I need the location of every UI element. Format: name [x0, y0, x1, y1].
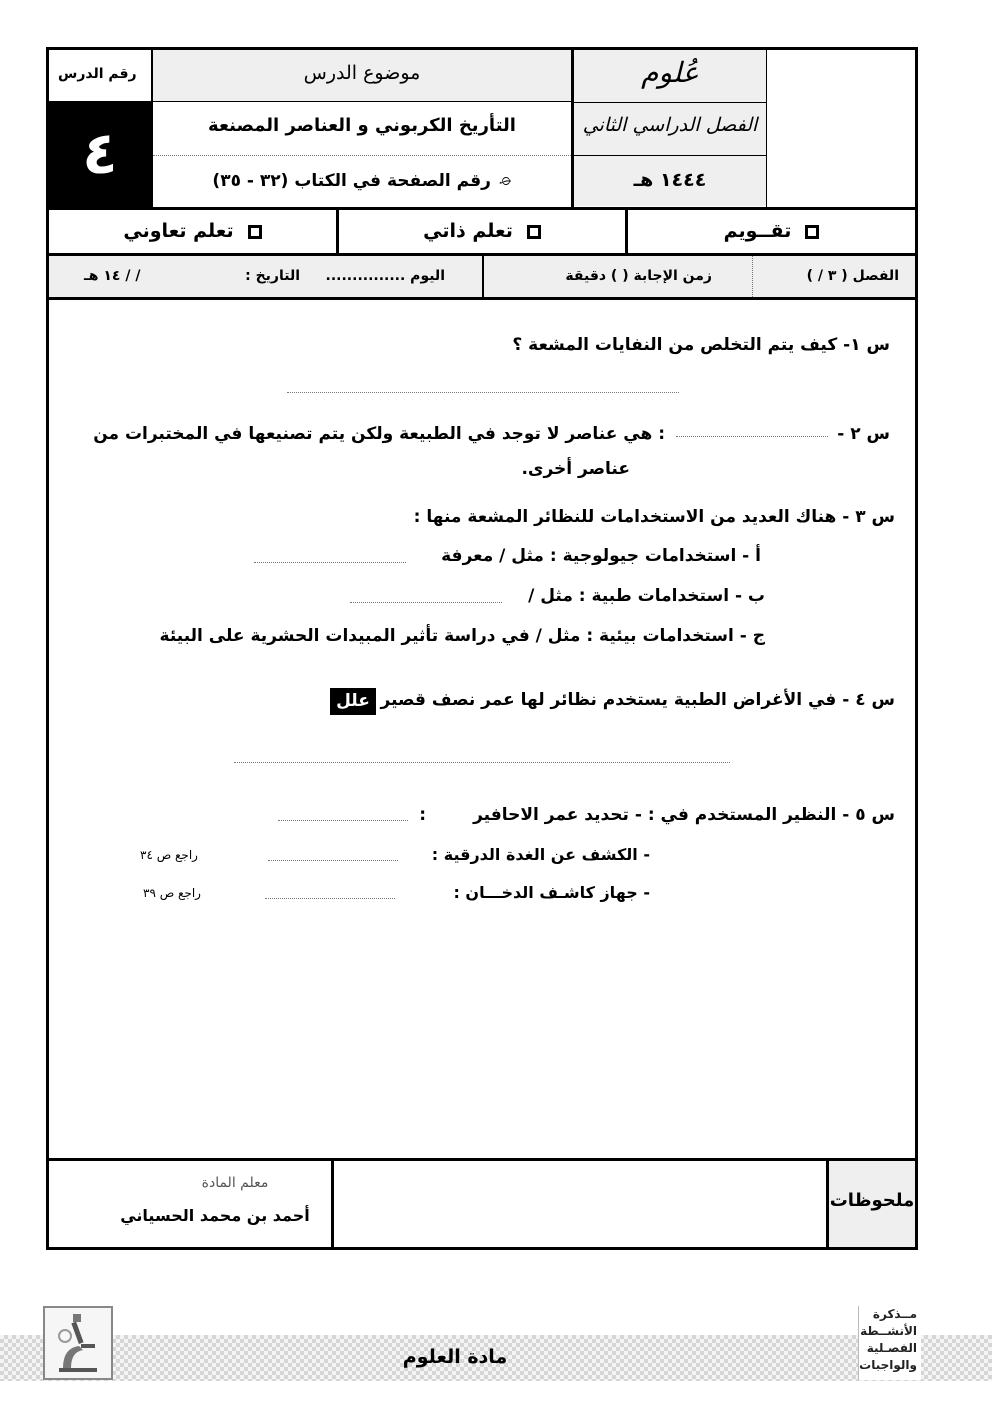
answer-time-field[interactable]: زمن الإجابة ( ) دقيقة [565, 268, 712, 284]
book-pages: ⌮رقم الصفحة في الكتاب (٣٢ - ٣٥) [212, 171, 512, 191]
question-3b: ب - استخدامات طبية : مثل / [528, 586, 765, 606]
day-field[interactable]: اليوم ............... [325, 268, 445, 284]
question-3a: أ - استخدامات جيولوجية : مثل / معرفة [441, 546, 761, 566]
checkbox-icon[interactable] [805, 225, 819, 239]
reference-5c: راجع ص ٣٩ [143, 886, 201, 900]
microscope-logo [43, 1306, 113, 1380]
answer-line-1[interactable] [287, 392, 679, 393]
class-field[interactable]: الفصل ( ٣ / ) [806, 268, 899, 284]
hijri-year: ١٤٤٤ هـ [633, 169, 707, 191]
question-3c: ج - استخدامات بيئية : مثل / في دراسة تأثير المبيدات الحشرية على البيئة [159, 626, 765, 646]
brand-title: مادة العلوم [402, 1346, 508, 1368]
semester: الفصل الدراسي الثاني [582, 114, 758, 136]
question-5c: - جهاز كاشـف الدخـــان : [453, 883, 650, 902]
checkbox-icon[interactable] [527, 225, 541, 239]
book-icon: ⌮ [498, 171, 512, 191]
answer-line-5b[interactable] [268, 860, 398, 861]
question-3: س ٣ - هناك العديد من الاستخدامات للنظائر المشعة منها : [413, 507, 895, 527]
question-2-label: س ٢ - [837, 424, 890, 444]
answer-line-5c[interactable] [265, 898, 395, 899]
lesson-topic: التأريخ الكربوني و العناصر المصنعة [208, 115, 516, 136]
side-label-line-2: الأنشــطة [860, 1324, 917, 1338]
question-2-text: : هي عناصر لا توجد في الطبيعة ولكن يتم تصنيعها في المختبرات من [93, 424, 665, 444]
side-label-line-1: مــذكرة [872, 1307, 917, 1321]
notes-field[interactable] [334, 1161, 826, 1247]
question-2-continued: عناصر أخرى. [521, 459, 630, 479]
reference-5b: راجع ص ٣٤ [140, 848, 198, 862]
side-label [858, 1306, 921, 1380]
mode-self-learning[interactable]: تعلم ذاتي [339, 220, 625, 242]
mode-evaluation[interactable]: تقــويم [628, 220, 915, 242]
answer-line-5a[interactable] [278, 820, 408, 821]
side-label-line-4: والواجبات [859, 1358, 917, 1372]
teacher-name: أحمد بن محمد الحسياني [120, 1206, 310, 1225]
date-label: التاريخ : [245, 268, 300, 284]
lesson-number-label: رقم الدرس [58, 66, 137, 82]
question-5b: - الكشف عن الغدة الدرقية : [431, 845, 650, 864]
question-4: س ٤ - في الأغراض الطبية يستخدم نظائر لها عمر نصف قصير [380, 690, 895, 710]
date-field[interactable]: / / ١٤ هـ [84, 268, 141, 284]
teacher-title: معلم المادة [201, 1175, 269, 1191]
answer-line-4[interactable] [234, 762, 730, 763]
explain-tag: علل [330, 688, 376, 715]
notes-label: ملحوظات [829, 1190, 915, 1211]
microscope-icon [45, 1308, 111, 1378]
subject-logo: عُلوم [641, 56, 699, 89]
answer-line-3a[interactable] [254, 562, 406, 563]
lesson-number: ٤ [82, 119, 118, 187]
question-5: س ٥ - النظير المستخدم في : - تحديد عمر الاحافير [473, 805, 895, 825]
side-label-line-3: الفصـلية [866, 1341, 917, 1355]
checkbox-icon[interactable] [248, 225, 262, 239]
answer-line-2[interactable] [676, 436, 828, 437]
answer-line-3b[interactable] [350, 602, 502, 603]
question-1: س ١- كيف يتم التخلص من النفايات المشعة ؟ [512, 335, 890, 355]
question-5-colon: : [419, 805, 426, 825]
topic-label: موضوع الدرس [303, 62, 421, 84]
mode-cooperative[interactable]: تعلم تعاوني [49, 220, 336, 242]
